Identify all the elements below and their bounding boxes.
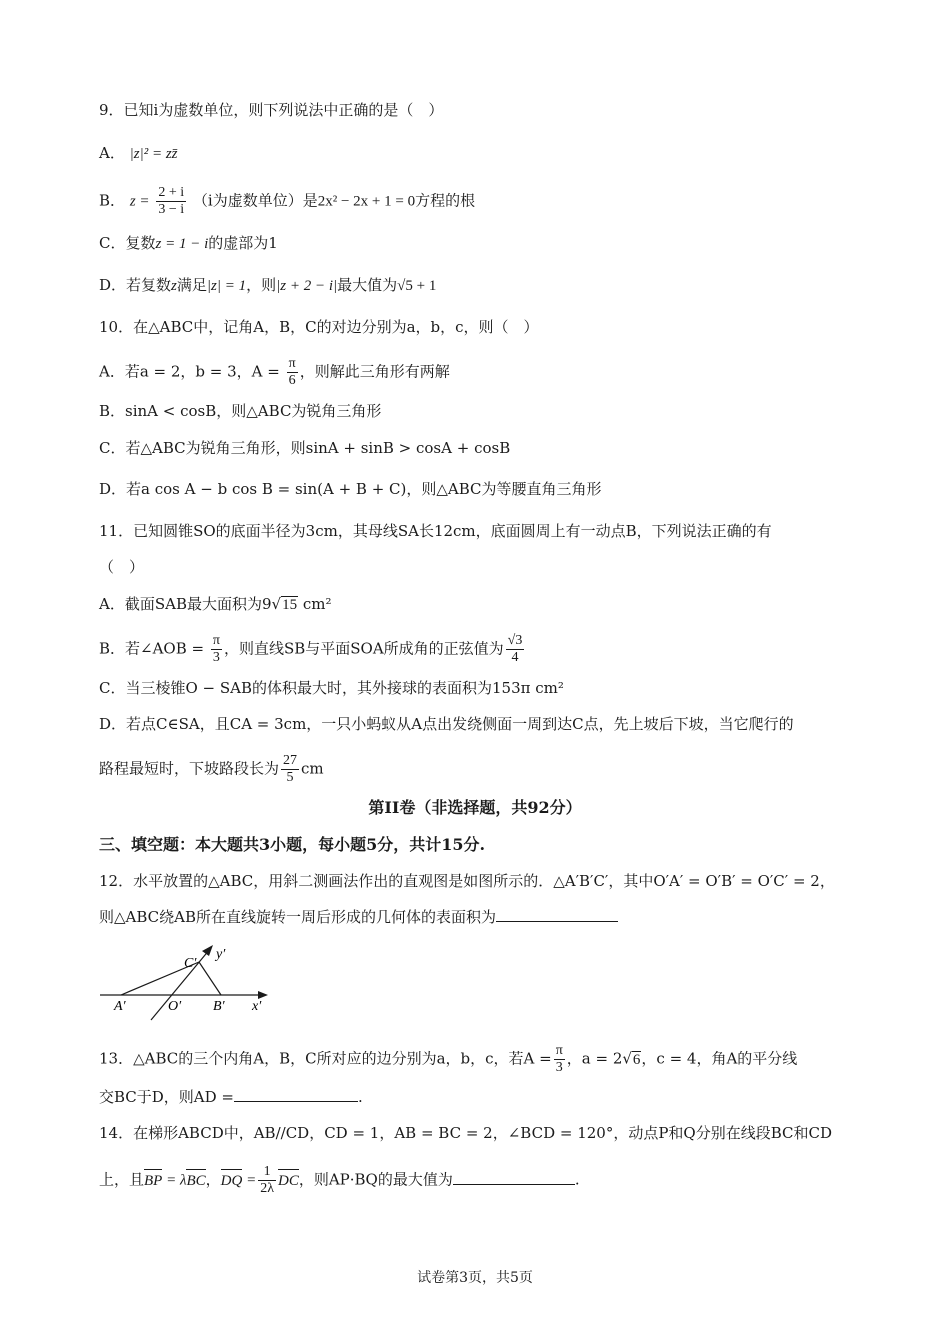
math-expr: z =	[129, 193, 150, 210]
option-text: 的虚部为1	[208, 234, 278, 252]
option-text: ，则	[246, 276, 277, 294]
q11-option-d: D．若点C∈SA，且CA = 3cm，一只小蚂蚁从A点出发绕侧面一周到达C点，先上坡后下坡，当它爬行的	[99, 715, 794, 733]
option-text: B．若∠AOB =	[99, 639, 205, 658]
q11-option-c: C．当三棱锥O − SAB的体积最大时，其外接球的表面积为153π cm²	[99, 679, 564, 697]
question-text: ，a = 2	[566, 1049, 623, 1068]
q13-line1: 13．△ABC的三个内角A，B，C所对应的边分别为a，b，c，若A = $\frac{\pi}{3}$ ，a = 2√6，c = 4，角A的平分线	[99, 1043, 798, 1075]
question-text: 交BC于D，则AD =	[99, 1088, 235, 1106]
q9-option-a	[99, 142, 178, 165]
q10-option-c: C．若△ABC为锐角三角形，则sinA + sinB > cosA + cosB	[99, 439, 511, 457]
vector-bp: BP	[144, 1170, 162, 1192]
fraction: $\frac{2 + i}{3 - i}$	[158, 185, 185, 217]
answer-blank[interactable]	[453, 1170, 575, 1185]
fraction: $\frac{\pi}{6}$	[288, 356, 296, 388]
option-text: （i为虚数单位）是	[192, 191, 318, 210]
q11-paren: （ ）	[99, 558, 145, 576]
q10-stem: 10．在△ABC中，记角A，B，C的对边分别为a，b，c，则（ ）	[99, 318, 539, 336]
x-arrow	[258, 991, 268, 999]
q10-option-d: D．若a cos A − b cos B = sin(A + B + C)，则△ABC为等腰直角三角形	[99, 480, 602, 498]
q13-line2	[99, 1086, 363, 1108]
math-expr: 2x² − 2x + 1 = 0	[317, 193, 416, 210]
q11-option-b	[99, 633, 526, 666]
option-label: A．	[99, 144, 125, 162]
label-c: C′	[184, 956, 197, 971]
q9-option-b	[99, 185, 475, 218]
question-text: .	[358, 1088, 363, 1106]
section-3-title: 三、填空题：本大题共3小题，每小题5分，共计15分.	[99, 835, 486, 854]
option-label: B．	[99, 191, 126, 210]
fraction: $\frac{1}{2\lambda}$	[260, 1164, 274, 1196]
fraction: $\frac{\pi}{3}$	[555, 1043, 563, 1075]
math-expr: =	[242, 1172, 257, 1189]
option-text: D．若复数	[99, 276, 172, 294]
q11-stem: 11．已知圆锥SO的底面半径为3cm，其母线SA长12cm，底面圆周上有一动点B，下列说法正确的有	[99, 522, 772, 540]
vector-dq: DQ	[221, 1170, 243, 1192]
question-text: 上，且	[99, 1170, 145, 1189]
question-text: 则△ABC绕AB所在直线旋转一周后形成的几何体的表面积为	[99, 908, 497, 926]
math-expr: z = 1 − i	[155, 236, 209, 252]
q14-line2	[99, 1164, 580, 1197]
option-text: C．复数	[99, 234, 156, 252]
option-text: A．截面SAB最大面积为9	[99, 595, 272, 613]
fraction: $\frac{27}{5}$	[283, 753, 298, 785]
q11-option-d-cont	[99, 753, 324, 786]
math-expr: √5 + 1	[397, 278, 437, 294]
label-x: x′	[252, 999, 262, 1014]
q9-option-c	[99, 232, 278, 255]
q14-line1: 14．在梯形ABCD中，AB//CD，CD = 1，AB = BC = 2，∠BCD = 120°，动点P和Q分别在线段BC和CD	[99, 1124, 833, 1142]
q12-line1: 12．水平放置的△ABC，用斜二测画法作出的直观图是如图所示的．△A′B′C′，其中O′A′ = O′B′ = O′C′ = 2，	[99, 872, 835, 890]
option-text: 方程的根	[415, 191, 476, 210]
math-expr: = λ	[162, 1172, 187, 1189]
sqrt-expr: 15	[282, 597, 298, 613]
label-b: B′	[213, 999, 225, 1014]
option-text: 最大值为	[337, 276, 398, 294]
option-text: A．若a = 2，b = 3，A =	[99, 362, 280, 381]
label-y: y′	[216, 947, 226, 962]
label-a: A′	[114, 999, 126, 1014]
math-expr: z	[171, 278, 177, 294]
edge-cb	[199, 962, 221, 995]
option-text: ，则解此三角形有两解	[299, 362, 450, 381]
page-footer: 试卷第3页，共5页	[417, 1270, 533, 1286]
question-text: ，则AP·BQ的最大值为	[298, 1170, 453, 1189]
question-text: ，	[205, 1170, 221, 1189]
vector-bc: BC	[186, 1170, 205, 1192]
option-text: ，则直线SB与平面SOA所成角的正弦值为	[223, 639, 504, 658]
q12-figure	[96, 945, 276, 1025]
fraction: $\frac{\pi}{3}$	[212, 633, 220, 665]
y-arrow	[202, 945, 213, 956]
sqrt-expr: 6	[632, 1051, 641, 1068]
fraction: $\frac{√3}{4}$	[507, 633, 523, 665]
option-text: 路程最短时，下坡路段长为	[99, 759, 280, 778]
vector-dc: DC	[278, 1170, 299, 1192]
question-text: ，c = 4，角A的平分线	[641, 1049, 798, 1068]
question-text: .	[574, 1170, 580, 1189]
math-expr: |z + 2 − i|	[276, 278, 338, 294]
label-o: O′	[168, 999, 182, 1014]
answer-blank[interactable]	[234, 1087, 358, 1102]
q12-line2	[99, 906, 618, 928]
option-text: 满足	[176, 276, 207, 294]
q9-stem: 9．已知i为虚数单位，则下列说法中正确的是（ ）	[99, 101, 444, 119]
q10-option-a	[99, 356, 450, 389]
section-2-title: 第II卷（非选择题，共92分）	[368, 798, 582, 817]
answer-blank[interactable]	[496, 907, 618, 922]
unit: cm²	[298, 595, 332, 613]
math-expr: |z| = 1	[206, 278, 247, 294]
q9-option-d	[99, 274, 436, 297]
q11-option-a: A．截面SAB最大面积为9√15 cm²	[99, 595, 332, 613]
question-text: 13．△ABC的三个内角A，B，C所对应的边分别为a，b，c，若A =	[99, 1049, 552, 1068]
math-expr: |z|² = zz̄	[129, 146, 178, 162]
q10-option-b: B．sinA < cosB，则△ABC为锐角三角形	[99, 402, 382, 420]
unit: cm	[301, 759, 324, 778]
